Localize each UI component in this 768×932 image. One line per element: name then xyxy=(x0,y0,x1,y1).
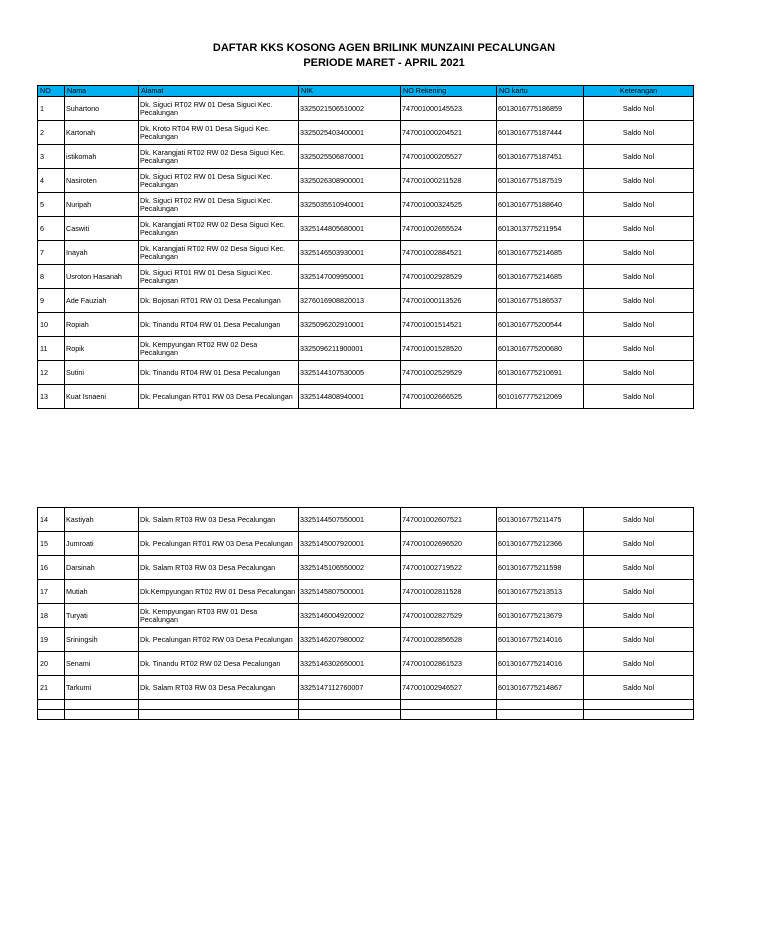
table-row xyxy=(38,604,694,628)
empty-cell xyxy=(584,710,694,720)
cell-alamat: Dk.Kempyungan RT02 RW 01 Desa Pecalungan xyxy=(139,580,299,604)
cell-no: 6 xyxy=(38,217,65,241)
cell-nik: 3325021506510002 xyxy=(299,97,401,121)
cell-rekening: 747001002856528 xyxy=(401,628,497,652)
cell-nama: Kastiyah xyxy=(65,508,139,532)
cell-nama: Usroton Hasanah xyxy=(65,265,139,289)
cell-nik: 3325147112760007 xyxy=(299,676,401,700)
col-header-kartu: NO kartu xyxy=(497,86,584,97)
cell-nik: 3325096202910001 xyxy=(299,313,401,337)
table-row xyxy=(38,265,694,289)
cell-nama: Kuat Isnaeni xyxy=(65,385,139,409)
cell-keterangan: Saldo Nol xyxy=(584,169,694,193)
cell-no: 4 xyxy=(38,169,65,193)
table-row xyxy=(38,508,694,532)
cell-nik: 3325147009950001 xyxy=(299,265,401,289)
cell-no: 10 xyxy=(38,313,65,337)
cell-kartu: 6013016775188640 xyxy=(497,193,584,217)
cell-rekening: 747001000205527 xyxy=(401,145,497,169)
cell-keterangan: Saldo Nol xyxy=(584,676,694,700)
cell-nama: istikomah xyxy=(65,145,139,169)
table-body-1 xyxy=(38,97,694,409)
col-header-nik: NIK xyxy=(299,86,401,97)
cell-alamat: Dk. Tinandu RT04 RW 01 Desa Pecalungan xyxy=(139,313,299,337)
cell-no: 21 xyxy=(38,676,65,700)
cell-keterangan: Saldo Nol xyxy=(584,532,694,556)
cell-kartu: 6013016775212366 xyxy=(497,532,584,556)
cell-no: 5 xyxy=(38,193,65,217)
cell-rekening: 747001000113526 xyxy=(401,289,497,313)
cell-kartu: 6013016775200544 xyxy=(497,313,584,337)
table-row xyxy=(38,652,694,676)
cell-nama: Nasiroten xyxy=(65,169,139,193)
cell-rekening: 747001002607521 xyxy=(401,508,497,532)
empty-cell xyxy=(65,710,139,720)
col-header-no: NO xyxy=(38,86,65,97)
cell-no: 1 xyxy=(38,97,65,121)
cell-nama: Tarkumi xyxy=(65,676,139,700)
cell-keterangan: Saldo Nol xyxy=(584,361,694,385)
cell-nama: Nuripah xyxy=(65,193,139,217)
cell-rekening: 747001002666525 xyxy=(401,385,497,409)
empty-cell xyxy=(65,700,139,710)
cell-nik: 3325146302650001 xyxy=(299,652,401,676)
cell-kartu: 6010167775212069 xyxy=(497,385,584,409)
cell-rekening: 747001001528520 xyxy=(401,337,497,361)
col-header-keterangan: Keterangan xyxy=(584,86,694,97)
cell-keterangan: Saldo Nol xyxy=(584,97,694,121)
cell-nama: Darsinah xyxy=(65,556,139,580)
cell-kartu: 6013016775213513 xyxy=(497,580,584,604)
cell-rekening: 747001001514521 xyxy=(401,313,497,337)
table-row xyxy=(38,97,694,121)
cell-no: 18 xyxy=(38,604,65,628)
table-row xyxy=(38,580,694,604)
cell-rekening: 747001000211528 xyxy=(401,169,497,193)
cell-keterangan: Saldo Nol xyxy=(584,580,694,604)
cell-rekening: 747001000204521 xyxy=(401,121,497,145)
cell-nik: 3325035510940001 xyxy=(299,193,401,217)
cell-alamat: Dk. Siguci RT01 RW 01 Desa Siguci Kec. Pecalungan xyxy=(139,265,299,289)
cell-rekening: 747001002928529 xyxy=(401,265,497,289)
cell-kartu: 6013016775187451 xyxy=(497,145,584,169)
cell-keterangan: Saldo Nol xyxy=(584,121,694,145)
cell-kartu: 6013016775214016 xyxy=(497,652,584,676)
cell-nama: Ade Fauziah xyxy=(65,289,139,313)
cell-kartu: 6013013775211954 xyxy=(497,217,584,241)
cell-rekening: 747001002529529 xyxy=(401,361,497,385)
cell-kartu: 6013016775186859 xyxy=(497,97,584,121)
cell-rekening: 747001002696520 xyxy=(401,532,497,556)
cell-alamat: Dk. Bojosari RT01 RW 01 Desa Pecalungan xyxy=(139,289,299,313)
cell-nama: Jumroati xyxy=(65,532,139,556)
kks-table-part-1 xyxy=(37,85,694,409)
cell-nik: 3325145807500001 xyxy=(299,580,401,604)
cell-nik: 3325145007920001 xyxy=(299,532,401,556)
empty-cell xyxy=(139,700,299,710)
cell-nik: 3325145106550002 xyxy=(299,556,401,580)
cell-kartu: 6013016775210691 xyxy=(497,361,584,385)
document-title: DAFTAR KKS KOSONG AGEN BRILINK MUNZAINI PECALUNGAN xyxy=(212,42,556,54)
table-row xyxy=(38,556,694,580)
empty-cell xyxy=(497,710,584,720)
cell-kartu: 6013016775214685 xyxy=(497,265,584,289)
cell-nik: 3325025403400001 xyxy=(299,121,401,145)
cell-keterangan: Saldo Nol xyxy=(584,385,694,409)
table-row xyxy=(38,676,694,700)
cell-alamat: Dk. Siguci RT02 RW 01 Desa Siguci Kec. Pecalungan xyxy=(139,169,299,193)
cell-nik: 3325146207980002 xyxy=(299,628,401,652)
table-body-2 xyxy=(38,508,694,720)
table-row xyxy=(38,121,694,145)
cell-alamat: Dk. Kempyungan RT03 RW 01 Desa Pecalungan xyxy=(139,604,299,628)
table-row xyxy=(38,169,694,193)
cell-alamat: Dk. Karangjati RT02 RW 02 Desa Siguci Kec. Pecalungan xyxy=(139,145,299,169)
cell-nik: 3325025506870001 xyxy=(299,145,401,169)
cell-no: 13 xyxy=(38,385,65,409)
empty-cell xyxy=(497,700,584,710)
cell-alamat: Dk. Kroto RT04 RW 01 Desa Siguci Kec. Pecalungan xyxy=(139,121,299,145)
col-header-nama: Nama xyxy=(65,86,139,97)
cell-rekening: 747001002655524 xyxy=(401,217,497,241)
cell-alamat: Dk. Tinandu RT04 RW 01 Desa Pecalungan xyxy=(139,361,299,385)
cell-keterangan: Saldo Nol xyxy=(584,265,694,289)
cell-no: 3 xyxy=(38,145,65,169)
cell-no: 17 xyxy=(38,580,65,604)
cell-kartu: 6013016775214867 xyxy=(497,676,584,700)
cell-rekening: 747001000145523 xyxy=(401,97,497,121)
cell-nama: Caswiti xyxy=(65,217,139,241)
empty-row xyxy=(38,710,694,720)
cell-nama: Sriningsih xyxy=(65,628,139,652)
cell-nik: 3325144805680001 xyxy=(299,217,401,241)
cell-no: 8 xyxy=(38,265,65,289)
cell-keterangan: Saldo Nol xyxy=(584,145,694,169)
cell-alamat: Dk. Siguci RT02 RW 01 Desa Siguci Kec. Pecalungan xyxy=(139,193,299,217)
cell-rekening: 747001002811528 xyxy=(401,580,497,604)
cell-alamat: Dk. Salam RT03 RW 03 Desa Pecalungan xyxy=(139,556,299,580)
cell-alamat: Dk. Tinandu RT02 RW 02 Desa Pecalungan xyxy=(139,652,299,676)
cell-keterangan: Saldo Nol xyxy=(584,508,694,532)
cell-no: 19 xyxy=(38,628,65,652)
cell-keterangan: Saldo Nol xyxy=(584,217,694,241)
empty-cell xyxy=(139,710,299,720)
table-row xyxy=(38,385,694,409)
cell-keterangan: Saldo Nol xyxy=(584,337,694,361)
col-header-rekening: NO Rekening xyxy=(401,86,497,97)
table-row xyxy=(38,241,694,265)
empty-cell xyxy=(299,710,401,720)
cell-no: 14 xyxy=(38,508,65,532)
cell-keterangan: Saldo Nol xyxy=(584,289,694,313)
empty-cell xyxy=(299,700,401,710)
kks-table-part-2 xyxy=(37,507,694,720)
cell-nama: Sutini xyxy=(65,361,139,385)
cell-kartu: 6013016775213679 xyxy=(497,604,584,628)
table-row xyxy=(38,289,694,313)
cell-keterangan: Saldo Nol xyxy=(584,628,694,652)
table-row xyxy=(38,217,694,241)
cell-alamat: Dk. Karangjati RT02 RW 02 Desa Siguci Kec. Pecalungan xyxy=(139,217,299,241)
cell-nama: Senami xyxy=(65,652,139,676)
cell-nik: 3325144507550001 xyxy=(299,508,401,532)
cell-rekening: 747001002827529 xyxy=(401,604,497,628)
table-row xyxy=(38,145,694,169)
cell-nik: 3325026308900001 xyxy=(299,169,401,193)
table-row xyxy=(38,532,694,556)
cell-rekening: 747001000324525 xyxy=(401,193,497,217)
empty-cell xyxy=(584,700,694,710)
empty-cell xyxy=(401,700,497,710)
cell-rekening: 747001002719522 xyxy=(401,556,497,580)
empty-cell xyxy=(401,710,497,720)
empty-cell xyxy=(38,710,65,720)
cell-kartu: 6013016775186537 xyxy=(497,289,584,313)
cell-kartu: 6013016775187519 xyxy=(497,169,584,193)
document-period: PERIODE MARET - APRIL 2021 xyxy=(303,57,465,69)
cell-no: 2 xyxy=(38,121,65,145)
cell-nama: Ropik xyxy=(65,337,139,361)
cell-alamat: Dk. Kempyungan RT02 RW 02 Desa Pecalungan xyxy=(139,337,299,361)
cell-keterangan: Saldo Nol xyxy=(584,193,694,217)
cell-nik: 3325096211900001 xyxy=(299,337,401,361)
cell-nama: Suhartono xyxy=(65,97,139,121)
cell-nama: Kartonah xyxy=(65,121,139,145)
cell-rekening: 747001002946527 xyxy=(401,676,497,700)
cell-no: 16 xyxy=(38,556,65,580)
col-header-alamat: Alamat xyxy=(139,86,299,97)
cell-keterangan: Saldo Nol xyxy=(584,604,694,628)
cell-alamat: Dk. Pecalungan RT02 RW 03 Desa Pecalungan xyxy=(139,628,299,652)
cell-alamat: Dk. Siguci RT02 RW 01 Desa Siguci Kec. Pecalungan xyxy=(139,97,299,121)
cell-rekening: 747001002861523 xyxy=(401,652,497,676)
cell-nik: 3325144808940001 xyxy=(299,385,401,409)
cell-kartu: 6013016775214685 xyxy=(497,241,584,265)
cell-alamat: Dk. Salam RT03 RW 03 Desa Pecalungan xyxy=(139,676,299,700)
cell-kartu: 6013016775187444 xyxy=(497,121,584,145)
table-row xyxy=(38,628,694,652)
cell-keterangan: Saldo Nol xyxy=(584,313,694,337)
cell-alamat: Dk. Salam RT03 RW 03 Desa Pecalungan xyxy=(139,508,299,532)
table-row xyxy=(38,193,694,217)
cell-kartu: 6013016775200680 xyxy=(497,337,584,361)
cell-rekening: 747001002884521 xyxy=(401,241,497,265)
cell-no: 7 xyxy=(38,241,65,265)
cell-kartu: 6013016775214016 xyxy=(497,628,584,652)
cell-kartu: 6013016775211598 xyxy=(497,556,584,580)
cell-nik: 3325146503930001 xyxy=(299,241,401,265)
cell-no: 9 xyxy=(38,289,65,313)
cell-no: 12 xyxy=(38,361,65,385)
cell-alamat: Dk. Pecalungan RT01 RW 03 Desa Pecalungan xyxy=(139,385,299,409)
table-header-row xyxy=(38,86,694,97)
cell-alamat: Dk. Karangjati RT02 RW 02 Desa Siguci Kec. Pecalungan xyxy=(139,241,299,265)
cell-nama: Ropiah xyxy=(65,313,139,337)
cell-no: 20 xyxy=(38,652,65,676)
cell-nama: Inayah xyxy=(65,241,139,265)
cell-keterangan: Saldo Nol xyxy=(584,241,694,265)
cell-nama: Turyati xyxy=(65,604,139,628)
table-row xyxy=(38,361,694,385)
cell-alamat: Dk. Pecalungan RT01 RW 03 Desa Pecalungan xyxy=(139,532,299,556)
cell-no: 15 xyxy=(38,532,65,556)
empty-cell xyxy=(38,700,65,710)
cell-nik: 3276016908820013 xyxy=(299,289,401,313)
cell-kartu: 6013016775211475 xyxy=(497,508,584,532)
cell-no: 11 xyxy=(38,337,65,361)
table-row xyxy=(38,337,694,361)
cell-keterangan: Saldo Nol xyxy=(584,556,694,580)
cell-nik: 3325144107530005 xyxy=(299,361,401,385)
cell-nama: Mutiah xyxy=(65,580,139,604)
cell-nik: 3325146004920002 xyxy=(299,604,401,628)
empty-row xyxy=(38,700,694,710)
cell-keterangan: Saldo Nol xyxy=(584,652,694,676)
table-row xyxy=(38,313,694,337)
